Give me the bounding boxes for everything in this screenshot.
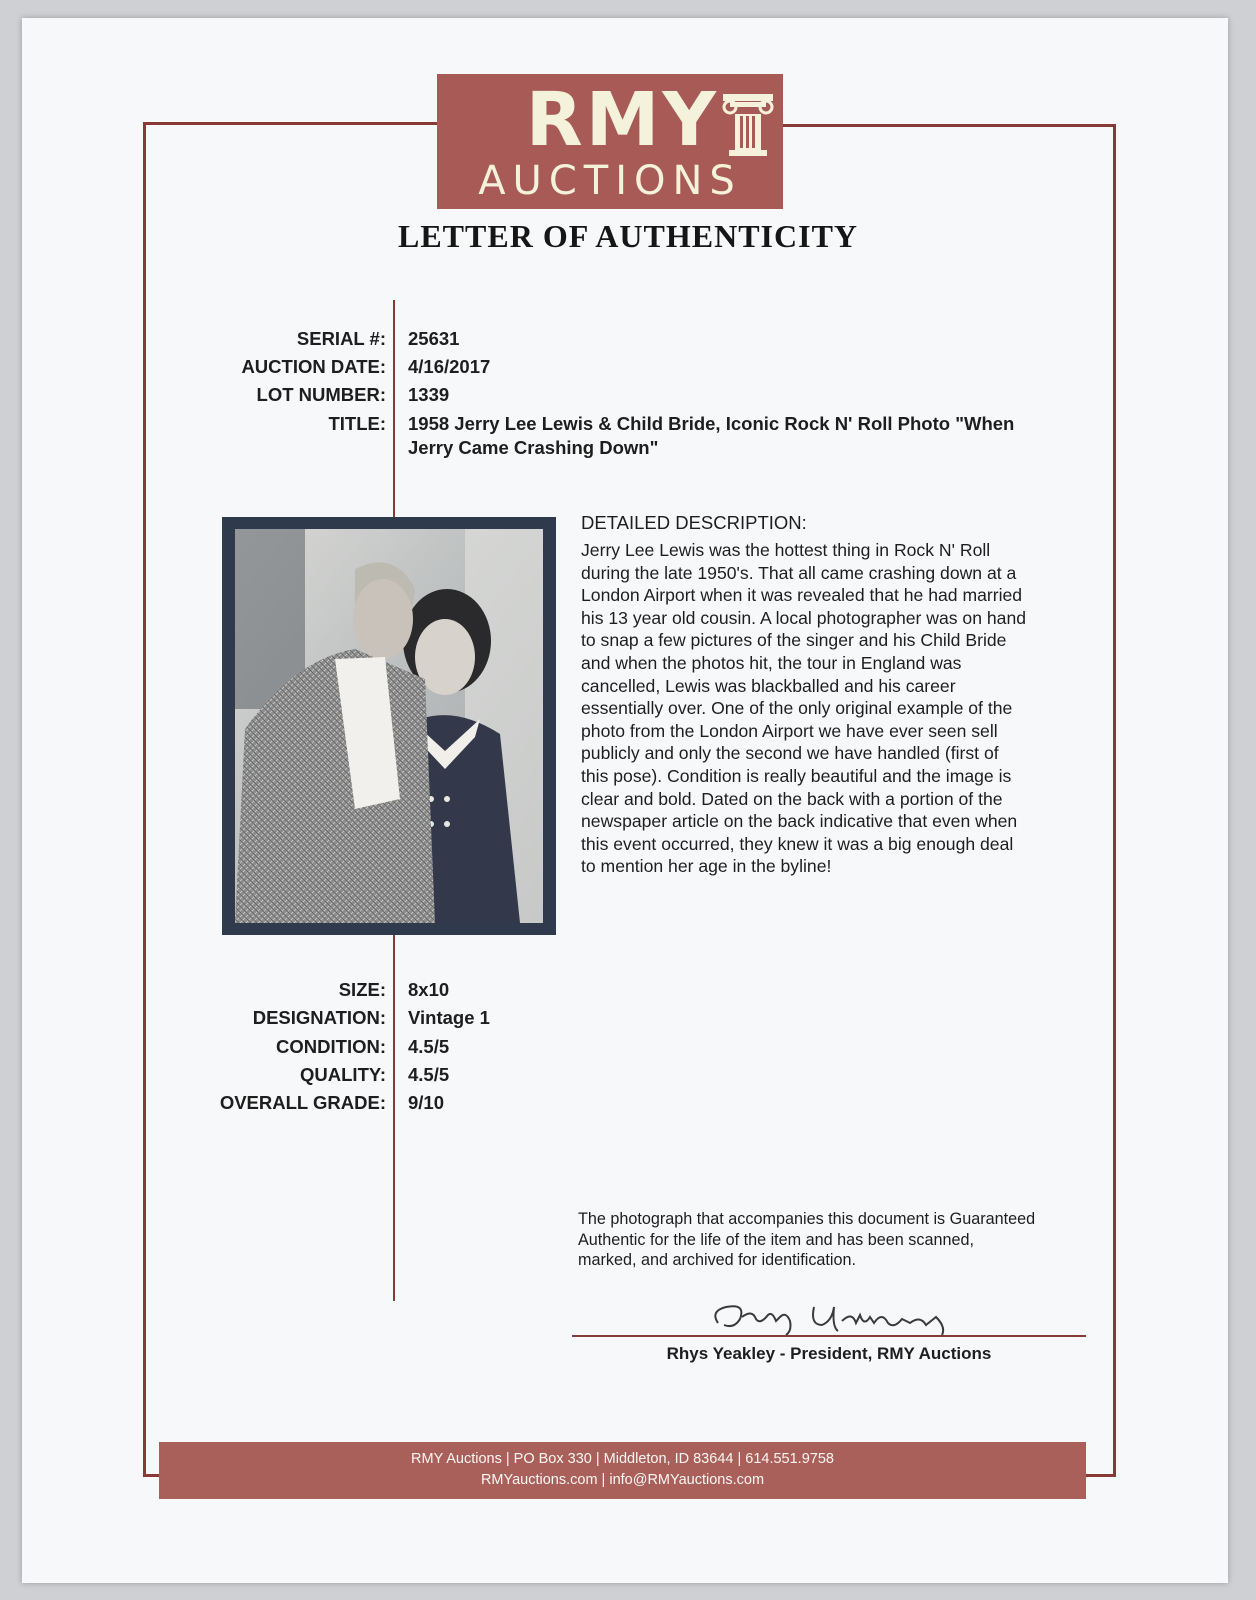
description-line: during the late 1950's. That all came crashing down at a xyxy=(581,562,1017,583)
serial-label: SERIAL #: xyxy=(296,328,386,349)
description-line: Jerry Lee Lewis was the hottest thing in Rock N' Roll xyxy=(581,540,991,560)
description-line: to mention her age in the byline! xyxy=(581,856,832,877)
description-body xyxy=(581,539,1086,878)
frame-left xyxy=(143,122,146,1477)
size-label: SIZE: xyxy=(338,979,386,1000)
designation-value: Vintage 1 xyxy=(408,1007,490,1028)
title-value-line-1: 1958 Jerry Lee Lewis & Child Bride, Iconic Rock N' Roll Photo "When xyxy=(408,413,1015,434)
divider-bottom xyxy=(393,935,395,1301)
quality-label: QUALITY: xyxy=(300,1064,386,1085)
frame-top-right xyxy=(780,124,1116,127)
guarantee-line: marked, and archived for identification. xyxy=(578,1251,857,1269)
guarantee-text xyxy=(578,1209,1098,1271)
description-line: essentially over. One of the only original example of the xyxy=(581,698,1013,719)
vintage-photo xyxy=(235,529,543,923)
guarantee-line: The photograph that accompanies this document is Guaranteed xyxy=(578,1210,1036,1228)
description-line: London Airport when it was revealed that he had married xyxy=(581,585,1023,606)
document-title: LETTER OF AUTHENTICITY xyxy=(397,218,859,254)
frame-right xyxy=(1113,124,1116,1477)
divider-top xyxy=(393,300,395,518)
designation-label: DESIGNATION: xyxy=(252,1007,386,1028)
description-line: publicly and only the second we have handled (first of xyxy=(581,743,999,764)
logo-subtitle: AUCTIONS xyxy=(478,158,742,204)
signer-name: Rhys Yeakley - President, RMY Auctions xyxy=(666,1344,992,1363)
description-heading: DETAILED DESCRIPTION: xyxy=(581,512,807,533)
description-line: clear and bold. Dated on the back with a portion of the xyxy=(581,788,1003,809)
serial-value: 25631 xyxy=(408,328,460,349)
description-line: to snap a few pictures of the singer and his Child Bride xyxy=(581,630,1007,651)
description-line: cancelled, Lewis was blackballed and his career xyxy=(581,675,956,696)
description-line: and when the photos hit, the tour in England was xyxy=(581,652,962,673)
column-icon xyxy=(721,92,775,158)
description-line: this event occurred, they knew it was a big enough deal xyxy=(581,833,1014,854)
condition-value: 4.5/5 xyxy=(408,1036,450,1057)
title-label: TITLE: xyxy=(328,413,386,434)
auction-date-label: AUCTION DATE: xyxy=(241,356,386,377)
signature-line xyxy=(572,1335,1086,1337)
quality-value: 4.5/5 xyxy=(408,1064,450,1085)
overall-grade-label: OVERALL GRADE: xyxy=(219,1092,386,1113)
lot-number-value: 1339 xyxy=(408,384,450,405)
description-line: this pose). Condition is really beautiful and the image is xyxy=(581,765,1012,786)
footer-contact: RMY Auctions | PO Box 330 | Middleton, ID 83644 | 614.551.9758 xyxy=(411,1451,834,1467)
title-value-line-2: Jerry Came Crashing Down" xyxy=(408,437,659,458)
lot-number-label: LOT NUMBER: xyxy=(256,384,386,405)
overall-grade-value: 9/10 xyxy=(408,1092,445,1113)
description-line: photo from the London Airport we have ever seen sell xyxy=(581,720,998,741)
auction-date-value: 4/16/2017 xyxy=(408,356,491,377)
description-line: newspaper article on the back indicative that even when xyxy=(581,811,1018,832)
signature xyxy=(706,1297,966,1337)
footer-bar xyxy=(159,1442,1086,1499)
guarantee-line: Authentic for the life of the item and has been scanned, xyxy=(578,1230,974,1249)
logo-brand: RMY xyxy=(525,77,719,163)
frame-top-left xyxy=(145,122,438,125)
description-line: his 13 year old cousin. A local photographer was on hand xyxy=(581,607,1027,628)
size-value: 8x10 xyxy=(408,979,450,1000)
footer-web: RMYauctions.com | info@RMYauctions.com xyxy=(480,1472,765,1488)
condition-label: CONDITION: xyxy=(276,1036,386,1057)
photo-frame xyxy=(222,517,556,935)
rmy-logo xyxy=(437,74,783,209)
